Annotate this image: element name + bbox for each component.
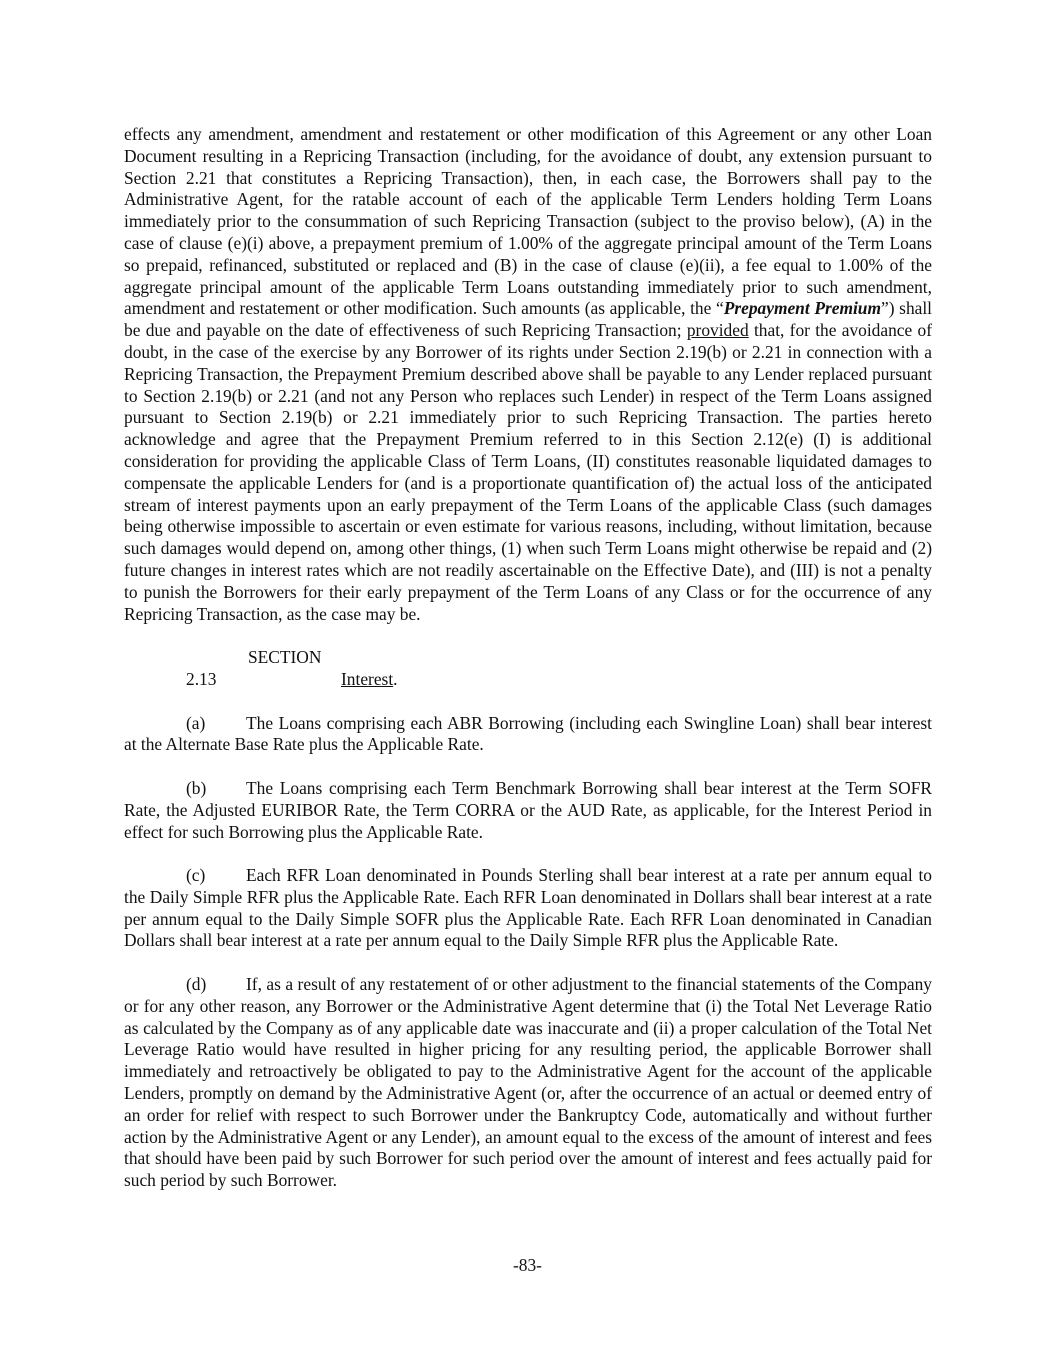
defined-term: Prepayment Premium <box>723 298 882 319</box>
clause-label: (a) <box>186 712 206 733</box>
clause-text: The Loans comprising each Term Benchmark Borrowing shall bear interest at the Term SOFR Rate, the Adjusted EURIBOR Rate, the Term CORRA or the AUD Rate, as applicable, for the Interest Period in effect for such Borrowing plus the Applicable Rate. <box>124 777 932 842</box>
clause-text: Each RFR Loan denominated in Pounds Sterling shall bear interest at a rate per annum equal to the Daily Simple RFR plus the Applicable Rate. Each RFR Loan denominated in Dollars shall bear interest at a rate per annum equal to the Daily Simple SOFR plus the Applicable Rate. Each RFR Loan denominated in Canadian Dollars shall bear interest at a rate per annum equal to the Daily Simple RFR plus the Applicable Rate. <box>124 865 932 951</box>
section-title: Interest <box>341 668 394 689</box>
clause-label: (c) <box>186 865 206 886</box>
clause-a <box>124 713 932 757</box>
continuation-paragraph <box>124 124 932 625</box>
clause-b <box>124 778 932 843</box>
clause-text: The Loans comprising each ABR Borrowing (including each Swingline Loan) shall bear interest at the Alternate Base Rate plus the Applicable Rate. <box>124 712 932 755</box>
clause-c <box>124 865 932 952</box>
document-page <box>124 124 932 1192</box>
provided-term: provided <box>686 320 749 341</box>
continuation-text-1: effects any amendment, amendment and restatement or other modification of this Agreement or any other Loan Document resulting in a Repricing Transaction (including, for the avoidance of doubt, any extension pursuant to Section 2.21 that constitutes a Repricing Transaction), then, in each case, the Borrowers shall pay to the Administrative Agent, for the ratable account of each of the applicable Term Lenders holding Term Loans immediately prior to the consummation of such Repricing Transaction (subject to the proviso below), (A) in the case of clause (e)(i) above, a prepayment premium of 1.00% of the aggregate principal amount of the Term Loans so prepaid, refinanced, substituted or replaced and (B) in the case of clause (e)(ii), a fee equal to 1.00% of the aggregate principal amount of the applicable Term Loans outstanding immediately prior to such amendment, amendment and restatement or other modification. Such amounts (as applicable, the “ <box>124 124 932 319</box>
continuation-text-3: that, for the avoidance of doubt, in the case of the exercise by any Borrower of its rights under Section 2.19(b) or 2.21 in connection with a Repricing Transaction, the Prepayment Premium described above shall be payable to any Lender replaced pursuant to Section 2.19(b) or 2.21 (and not any Person who replaces such Lender) in respect of the Term Loans assigned pursuant to Section 2.19(b) or 2.21 immediately prior to such Repricing Transaction. The parties hereto acknowledge and agree that the Prepayment Premium referred to in this Section 2.12(e) (I) is additional consideration for providing the applicable Class of Term Loans, (II) constitutes reasonable liquidated damages to compensate the applicable Lenders for (and is a proportionate quantification of) the actual loss of the anticipated stream of interest payments upon an early prepayment of the Term Loans of the applicable Class (such damages being otherwise impossible to ascertain or even estimate for various reasons, including, without limitation, because such damages would depend on, among other things, (1) when such Term Loans might otherwise be repaid and (2) future changes in interest rates which are not readily ascertainable on the Effective Date), and (III) is not a penalty to punish the Borrowers for their early prepayment of the Term Loans of any Class or for the occurrence of any Repricing Transaction, as the case may be. <box>124 320 932 624</box>
clause-label: (d) <box>186 974 207 995</box>
section-heading <box>124 647 932 691</box>
clause-label: (b) <box>186 777 207 798</box>
section-title-period: . <box>393 668 398 689</box>
continuation-text-2: ”) shall be due and payable on the date of effectiveness of such Repricing Transaction; <box>124 298 933 341</box>
clause-d <box>124 974 932 1192</box>
clause-text: If, as a result of any restatement of or other adjustment to the financial statements of the Company or for any other reason, any Borrower or the Administrative Agent determine that (i) the Total Net Leverage Ratio as calculated by the Company as of any applicable date was inaccurate and (ii) a proper calculation of the Total Net Leverage Ratio would have resulted in higher pricing for any resulting period, the applicable Borrower shall immediately and retroactively be obligated to pay to the Administrative Agent for the account of the applicable Lenders, promptly on demand by the Administrative Agent (or, after the occurrence of an actual or deemed entry of an order for relief with respect to such Borrower under the Bankruptcy Code, automatically and without further action by the Administrative Agent or any Lender), an amount equal to the excess of the amount of interest and fees that should have been paid by such Borrower for such period over the amount of interest and fees actually paid for such period by such Borrower. <box>124 974 932 1191</box>
section-number: SECTION 2.13 <box>186 647 322 689</box>
page-number: -83- <box>513 1255 542 1275</box>
